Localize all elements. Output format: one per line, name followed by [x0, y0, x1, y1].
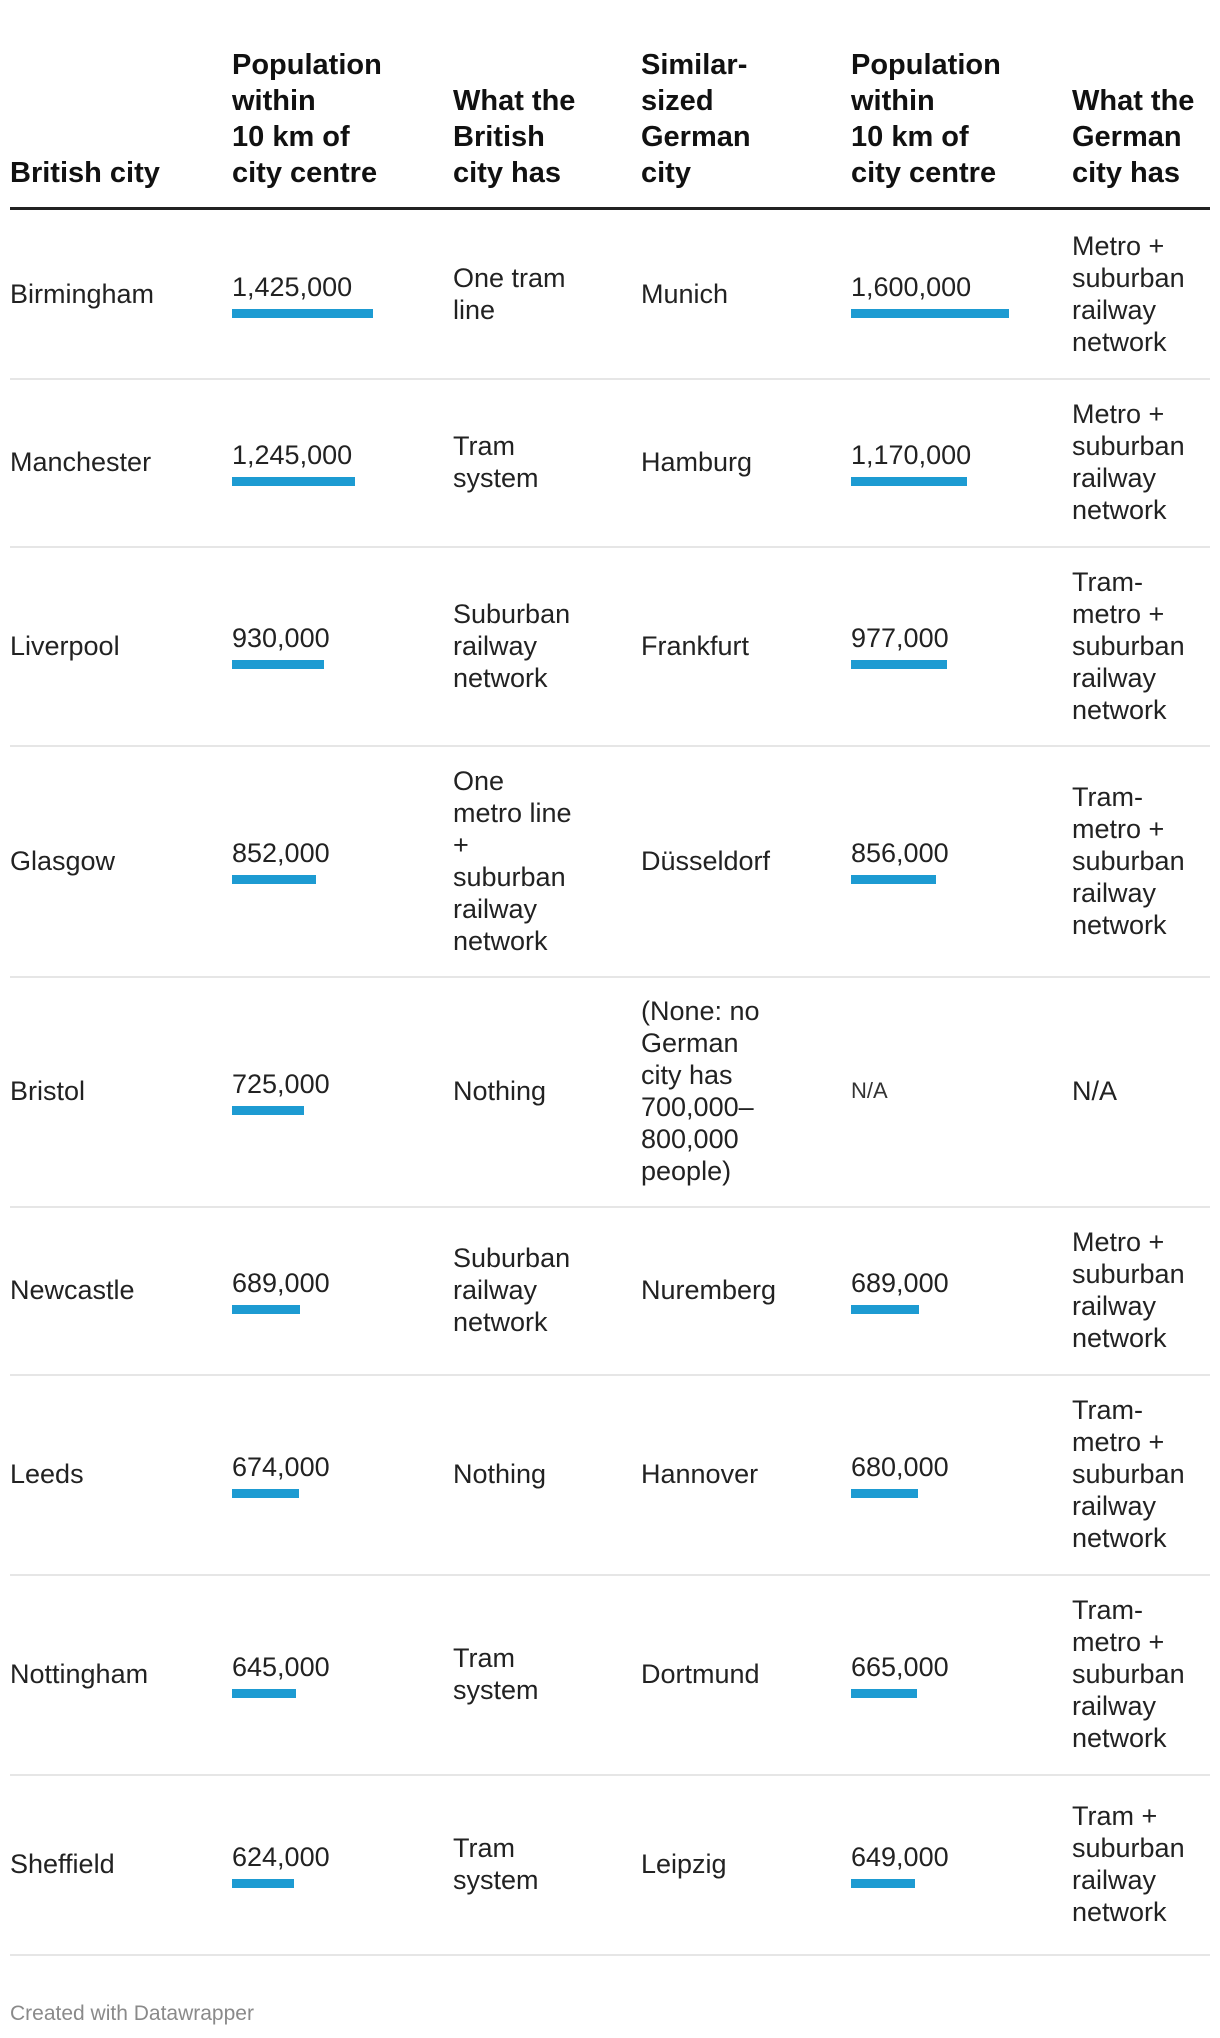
- british-transit-cell-text: Suburban railway network: [453, 598, 571, 693]
- german-city-cell: [641, 745, 770, 976]
- british-population-cell: [232, 546, 330, 745]
- data-label: 1,245,000: [232, 439, 353, 470]
- german-city-cell-text: Frankfurt: [641, 630, 750, 661]
- data-label: 725,000: [232, 1068, 330, 1099]
- british-transit-cell: [453, 210, 566, 378]
- british-city-cell-text: Newcastle: [10, 1275, 135, 1305]
- german-city-cell-text: Nuremberg: [641, 1275, 777, 1305]
- british-city-cell: [10, 1374, 84, 1574]
- header-british-city[interactable]: British city: [10, 157, 160, 189]
- population-bar: [851, 1879, 915, 1888]
- german-transit-cell-text: Metro + suburban railway network: [1072, 399, 1185, 525]
- population-bar: [851, 875, 936, 884]
- british-transit-cell-text: One metro line + suburban railway network: [453, 765, 572, 956]
- population-bar: [232, 875, 316, 884]
- british-transit-cell-text: Tram system: [453, 1833, 539, 1895]
- population-bar: [851, 1305, 919, 1314]
- population-bar: [232, 660, 324, 669]
- german-population-cell: [851, 976, 888, 1206]
- german-city-cell-text: Munich: [641, 279, 729, 309]
- german-population-cell: [851, 546, 949, 745]
- header-german-city[interactable]: Similar- sized German city: [641, 49, 751, 189]
- table-row: [10, 1206, 1210, 1376]
- german-city-cell-text: Leipzig: [641, 1849, 727, 1879]
- population-bar: [232, 1689, 296, 1698]
- british-transit-cell: [453, 745, 572, 976]
- table-row: [10, 210, 1210, 380]
- german-transit-cell: [1072, 1774, 1185, 1954]
- german-city-cell: [641, 976, 760, 1206]
- population-bar: [232, 309, 373, 318]
- british-population-cell: [232, 210, 373, 378]
- data-label: 1,600,000: [851, 271, 972, 302]
- british-city-cell-text: Glasgow: [10, 845, 116, 876]
- british-population-cell: [232, 976, 330, 1206]
- german-population-cell: [851, 745, 949, 976]
- british-population-cell: [232, 745, 330, 976]
- british-transit-cell-text: Tram system: [453, 431, 539, 493]
- british-transit-cell: [453, 378, 539, 546]
- british-population-cell: [232, 378, 355, 546]
- german-transit-cell: [1072, 210, 1185, 378]
- header-what-german-has[interactable]: What the German city has: [1072, 85, 1195, 189]
- german-transit-cell-text: Tram- metro + suburban railway network: [1072, 1595, 1185, 1753]
- data-label: N/A: [851, 1078, 888, 1103]
- data-label: 645,000: [232, 1651, 330, 1682]
- table-row: [10, 1774, 1210, 1956]
- british-transit-cell-text: Nothing: [453, 1076, 547, 1106]
- header-population-british[interactable]: Population within 10 km of city centre: [232, 49, 382, 189]
- data-label: 977,000: [851, 623, 949, 653]
- british-city-cell: [10, 1574, 148, 1774]
- german-city-cell-text: Dortmund: [641, 1659, 760, 1689]
- british-population-cell: [232, 1206, 330, 1374]
- german-transit-cell-text: Tram- metro + suburban railway network: [1072, 1395, 1185, 1553]
- population-bar: [232, 1305, 300, 1314]
- british-population-cell: [232, 1374, 330, 1574]
- data-label: 930,000: [232, 623, 330, 653]
- table-row: [10, 546, 1210, 747]
- data-label: 856,000: [851, 838, 949, 868]
- german-city-cell: [641, 1574, 760, 1774]
- footer-credit: Created with Datawrapper: [10, 2002, 254, 2025]
- population-bar: [851, 477, 967, 486]
- german-population-cell: [851, 1206, 949, 1374]
- population-bar: [851, 309, 1009, 318]
- population-bar: [851, 1689, 917, 1698]
- data-label: 852,000: [232, 838, 330, 868]
- german-transit-cell-text: Metro + suburban railway network: [1072, 1227, 1185, 1353]
- table-row: [10, 378, 1210, 548]
- german-transit-cell: [1072, 546, 1185, 745]
- german-transit-cell: [1072, 745, 1185, 976]
- british-city-cell-text: Nottingham: [10, 1659, 149, 1689]
- data-label: 680,000: [851, 1451, 949, 1482]
- german-transit-cell: [1072, 976, 1117, 1206]
- table-row: [10, 1374, 1210, 1576]
- german-transit-cell: [1072, 1374, 1185, 1574]
- german-population-cell: [851, 1574, 949, 1774]
- british-city-cell: [10, 546, 120, 745]
- german-city-cell: [641, 546, 749, 745]
- data-label: 1,170,000: [851, 439, 972, 470]
- german-transit-cell-text: N/A: [1072, 1076, 1118, 1106]
- british-city-cell-text: Sheffield: [10, 1849, 115, 1879]
- british-transit-cell: [453, 1574, 539, 1774]
- british-transit-cell-text: One tram line: [453, 263, 566, 325]
- british-transit-cell: [453, 976, 546, 1206]
- british-city-cell-text: Liverpool: [10, 630, 120, 661]
- data-label: 1,425,000: [232, 271, 353, 302]
- british-city-cell: [10, 210, 154, 378]
- british-city-cell: [10, 1774, 115, 1954]
- german-population-cell: [851, 210, 1009, 378]
- header-what-british-has[interactable]: What the British city has: [453, 85, 576, 189]
- german-transit-cell-text: Tram + suburban railway network: [1072, 1801, 1185, 1927]
- british-transit-cell-text: Nothing: [453, 1459, 547, 1489]
- british-city-cell: [10, 745, 115, 976]
- table-header: [10, 0, 1210, 210]
- british-city-cell-text: Birmingham: [10, 279, 155, 309]
- population-bar: [232, 1489, 299, 1498]
- header-population-german[interactable]: Population within 10 km of city centre: [851, 49, 1001, 189]
- german-transit-cell-text: Tram- metro + suburban railway network: [1072, 781, 1185, 940]
- british-transit-cell: [453, 1374, 546, 1574]
- german-city-cell: [641, 1374, 758, 1574]
- table-row: [10, 976, 1210, 1208]
- german-city-cell-text: (None: no German city has 700,000– 800,000 people): [641, 996, 760, 1186]
- table-row: [10, 745, 1210, 978]
- data-label: 665,000: [851, 1651, 949, 1682]
- british-city-cell: [10, 378, 151, 546]
- british-population-cell: [232, 1774, 330, 1954]
- british-city-cell: [10, 1206, 135, 1374]
- british-transit-cell-text: Tram system: [453, 1643, 539, 1705]
- german-city-cell: [641, 210, 728, 378]
- british-city-cell: [10, 976, 85, 1206]
- population-bar: [851, 660, 947, 669]
- population-bar: [851, 1489, 918, 1498]
- data-label: 649,000: [851, 1841, 949, 1872]
- british-transit-cell-text: Suburban railway network: [453, 1243, 571, 1337]
- german-city-cell-text: Düsseldorf: [641, 845, 771, 876]
- data-label: 689,000: [851, 1267, 949, 1298]
- german-transit-cell: [1072, 1206, 1185, 1374]
- german-population-cell: [851, 378, 971, 546]
- data-label: 689,000: [232, 1267, 330, 1298]
- german-city-cell: [641, 378, 752, 546]
- german-transit-cell: [1072, 378, 1185, 546]
- british-city-cell-text: Bristol: [10, 1076, 86, 1106]
- german-population-cell: [851, 1774, 949, 1954]
- british-city-cell-text: Manchester: [10, 447, 152, 477]
- data-label: 674,000: [232, 1451, 330, 1482]
- british-population-cell: [232, 1574, 330, 1774]
- british-transit-cell: [453, 1774, 539, 1954]
- british-transit-cell: [453, 1206, 570, 1374]
- german-city-cell-text: Hamburg: [641, 447, 753, 477]
- british-transit-cell: [453, 546, 570, 745]
- german-city-cell: [641, 1206, 776, 1374]
- german-transit-cell: [1072, 1574, 1185, 1774]
- population-bar: [232, 1879, 294, 1888]
- german-transit-cell-text: Tram- metro + suburban railway network: [1072, 566, 1185, 725]
- table-row: [10, 1574, 1210, 1776]
- german-transit-cell-text: Metro + suburban railway network: [1072, 231, 1185, 357]
- population-bar: [232, 1106, 304, 1115]
- british-city-cell-text: Leeds: [10, 1459, 84, 1489]
- population-bar: [232, 477, 355, 486]
- data-label: 624,000: [232, 1841, 330, 1872]
- german-city-cell: [641, 1774, 727, 1954]
- german-population-cell: [851, 1374, 949, 1574]
- german-city-cell-text: Hannover: [641, 1459, 759, 1489]
